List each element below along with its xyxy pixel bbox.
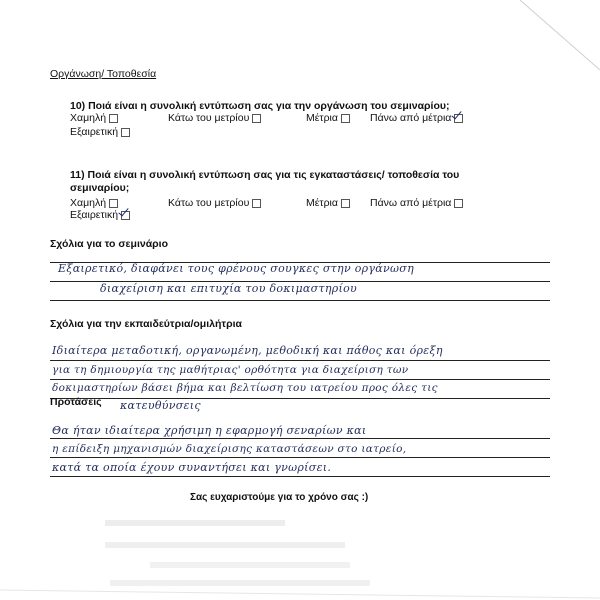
proposals-line: Θα ήταν ιδιαίτερα χρήσιμη η εφαρμογή σεναρίων και [52, 424, 367, 437]
rule-line [50, 438, 550, 439]
checkbox[interactable] [341, 199, 350, 208]
question-11-line1: 11) Ποιά είναι η συνολική εντύπωση σας για τις εγκαταστάσεις/ τοποθεσία του [70, 169, 460, 181]
question-11-line2: σεμιναρίου; [70, 182, 130, 194]
q11-option-low[interactable]: Χαμηλή [70, 197, 118, 209]
comments-trainer-line: δοκιμαστηρίων βάσει βήμα και βελτίωση του ιατρείου προς όλες τις [52, 382, 438, 394]
rule-line [50, 457, 550, 458]
checkbox-checked[interactable] [121, 211, 130, 220]
q10-option-low[interactable]: Χαμηλή [70, 112, 118, 124]
q11-option-average[interactable]: Μέτρια [306, 197, 350, 209]
q10-option-below-average[interactable]: Κάτω του μετρίου [168, 112, 261, 124]
checkbox[interactable] [252, 199, 261, 208]
comments-seminar-label: Σχόλια για το σεμινάριο [50, 238, 168, 250]
checkbox[interactable] [341, 114, 350, 123]
proposals-label: Προτάσεις [50, 396, 102, 408]
q10-option-above-average[interactable]: Πάνω από μέτρια [370, 112, 463, 124]
comments-trainer-label: Σχόλια για την εκπαιδεύτρια/ομιλήτρια [50, 318, 242, 330]
rule-line [50, 476, 550, 477]
proposals-line: κατά τα οποία έχουν συναντήσει και γνωρίσει. [52, 461, 332, 474]
checkbox[interactable] [109, 114, 118, 123]
comments-trainer-line: κατευθύνσεις [120, 399, 201, 412]
comments-trainer-line: για τη δημιουργία της μαθήτριας' ορθότητα για διαχείριση των [52, 364, 409, 376]
question-10: 10) Ποιά είναι η συνολική εντύπωση σας για την οργάνωση του σεμιναρίου; [70, 100, 450, 112]
rule-line [50, 379, 550, 380]
q11-option-above-average[interactable]: Πάνω από μέτρια [370, 197, 463, 209]
checkbox[interactable] [109, 199, 118, 208]
q11-option-excellent[interactable]: Εξαιρετική [70, 209, 130, 221]
q10-option-excellent[interactable]: Εξαιρετική [70, 126, 130, 138]
checkbox[interactable] [121, 128, 130, 137]
rule-line [50, 300, 550, 301]
q10-option-average[interactable]: Μέτρια [306, 112, 350, 124]
checkbox[interactable] [252, 114, 261, 123]
comments-seminar-line: διαχείριση και επιτυχία του δοκιμαστηρίου [100, 282, 358, 295]
thank-you-note: Σας ευχαριστούμε για το χρόνο σας :) [190, 492, 369, 503]
proposals-line: η επίδειξη μηχανισμών διαχείρισης καταστάσεων στο ιατρείο, [52, 443, 407, 455]
q11-option-below-average[interactable]: Κάτω του μετρίου [168, 197, 261, 209]
section-title: Οργάνωση/ Τοποθεσία [50, 68, 157, 80]
comments-seminar-line: Εξαιρετικό, διαφάνει τους φρένους σουγκες στην οργάνωση [58, 262, 414, 275]
checkbox[interactable] [454, 199, 463, 208]
comments-trainer-line: Ιδιαίτερα μεταδοτική, οργανωμένη, μεθοδική και πάθος και όρεξη [52, 344, 443, 357]
checkbox-checked[interactable] [454, 114, 463, 123]
bleed-through [0, 500, 600, 600]
rule-line [50, 360, 550, 361]
